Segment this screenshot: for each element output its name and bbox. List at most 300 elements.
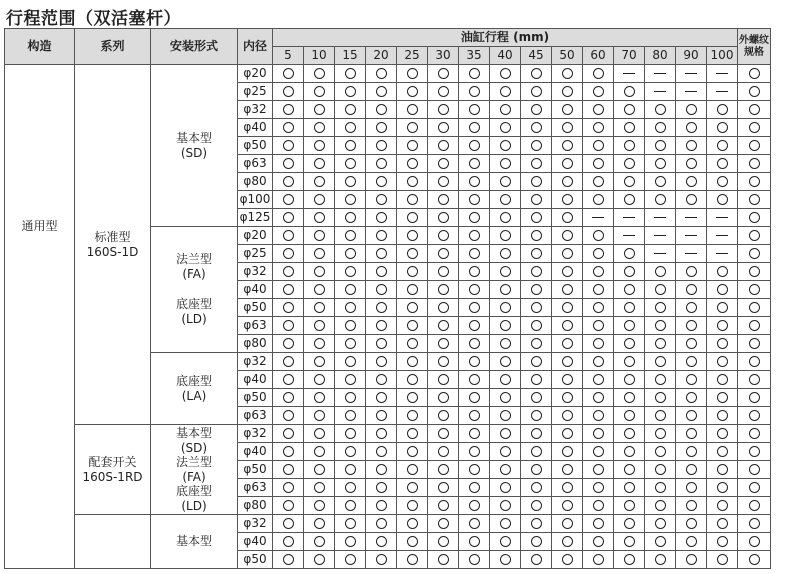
stroke-cell-35: [459, 191, 490, 209]
available-mark-icon: [562, 176, 573, 187]
available-mark-icon: [717, 356, 728, 367]
available-mark-icon: [345, 68, 356, 79]
stroke-cell-60: [583, 461, 614, 479]
stroke-cell-40: [490, 65, 521, 83]
available-mark-icon: [562, 374, 573, 385]
stroke-cell-50: [552, 191, 583, 209]
stroke-cell-70: [614, 443, 645, 461]
available-mark-icon: [531, 158, 542, 169]
mounting-label: (LA): [181, 388, 207, 403]
stroke-cell-60: [583, 497, 614, 515]
stroke-cell-30: [428, 443, 459, 461]
available-mark-icon: [283, 158, 294, 169]
available-mark-icon: [376, 338, 387, 349]
thread-cell: [738, 317, 771, 335]
available-mark-icon: [345, 554, 356, 565]
stroke-cell-50: [552, 281, 583, 299]
available-mark-icon: [717, 284, 728, 295]
available-mark-icon: [376, 410, 387, 421]
stroke-cell-35: [459, 281, 490, 299]
available-mark-icon: [500, 446, 511, 457]
available-mark-icon: [717, 446, 728, 457]
available-mark-icon: [376, 104, 387, 115]
stroke-cell-100: [707, 443, 738, 461]
stroke-cell-35: [459, 227, 490, 245]
stroke-cell-5: [273, 101, 304, 119]
thread-cell: [738, 227, 771, 245]
available-mark-icon: [469, 410, 480, 421]
available-mark-icon: [624, 554, 635, 565]
stroke-cell-70: [614, 497, 645, 515]
stroke-cell-80: [645, 155, 676, 173]
stroke-cell-70: [614, 155, 645, 173]
stroke-cell-30: [428, 353, 459, 371]
available-mark-icon: [407, 122, 418, 133]
available-mark-icon: [686, 104, 697, 115]
stroke-cell-80: [645, 245, 676, 263]
available-mark-icon: [562, 446, 573, 457]
available-mark-icon: [407, 212, 418, 223]
stroke-cell-80: [645, 281, 676, 299]
stroke-cell-25: [397, 263, 428, 281]
stroke-cell-30: [428, 461, 459, 479]
available-mark-icon: [345, 500, 356, 511]
stroke-cell-15: [335, 353, 366, 371]
available-mark-icon: [593, 500, 604, 511]
stroke-cell-80: [645, 65, 676, 83]
thread-cell: [738, 65, 771, 83]
available-mark-icon: [749, 86, 760, 97]
stroke-cell-80: [645, 407, 676, 425]
available-mark-icon: [593, 392, 604, 403]
stroke-cell-10: [304, 173, 335, 191]
stroke-cell-25: [397, 155, 428, 173]
stroke-cell-5: [273, 245, 304, 263]
available-mark-icon: [500, 104, 511, 115]
stroke-cell-45: [521, 209, 552, 227]
stroke-cell-70: [614, 65, 645, 83]
stroke-cell-80: [645, 353, 676, 371]
stroke-cell-70: [614, 245, 645, 263]
available-mark-icon: [655, 302, 666, 313]
available-mark-icon: [686, 302, 697, 313]
stroke-cell-45: [521, 551, 552, 569]
available-mark-icon: [469, 104, 480, 115]
mounting-label: (SD): [180, 440, 208, 455]
header-thread-line1: 外螺纹: [739, 34, 769, 46]
available-mark-icon: [717, 554, 728, 565]
available-mark-icon: [376, 194, 387, 205]
stroke-cell-40: [490, 443, 521, 461]
available-mark-icon: [345, 428, 356, 439]
table-row: [5, 65, 771, 83]
stroke-cell-10: [304, 155, 335, 173]
available-mark-icon: [749, 464, 760, 475]
stroke-cell-15: [335, 443, 366, 461]
available-mark-icon: [624, 194, 635, 205]
available-mark-icon: [314, 464, 325, 475]
available-mark-icon: [469, 374, 480, 385]
stroke-cell-90: [676, 353, 707, 371]
stroke-cell-80: [645, 263, 676, 281]
stroke-cell-45: [521, 371, 552, 389]
available-mark-icon: [438, 518, 449, 529]
stroke-cell-70: [614, 533, 645, 551]
available-mark-icon: [531, 464, 542, 475]
stroke-cell-5: [273, 533, 304, 551]
available-mark-icon: [283, 482, 294, 493]
thread-cell: [738, 533, 771, 551]
stroke-cell-25: [397, 101, 428, 119]
available-mark-icon: [593, 464, 604, 475]
stroke-cell-30: [428, 101, 459, 119]
available-mark-icon: [562, 482, 573, 493]
bore-cell: φ63: [238, 407, 273, 425]
available-mark-icon: [686, 500, 697, 511]
stroke-cell-5: [273, 137, 304, 155]
stroke-cell-35: [459, 479, 490, 497]
available-mark-icon: [345, 464, 356, 475]
available-mark-icon: [469, 338, 480, 349]
stroke-cell-35: [459, 119, 490, 137]
available-mark-icon: [624, 104, 635, 115]
stroke-header-30: 30: [428, 47, 459, 65]
stroke-cell-15: [335, 137, 366, 155]
available-mark-icon: [407, 104, 418, 115]
available-mark-icon: [438, 536, 449, 547]
bore-cell: φ63: [238, 317, 273, 335]
stroke-cell-35: [459, 515, 490, 533]
stroke-cell-45: [521, 335, 552, 353]
available-mark-icon: [624, 428, 635, 439]
stroke-cell-15: [335, 407, 366, 425]
stroke-cell-90: [676, 461, 707, 479]
stroke-cell-50: [552, 65, 583, 83]
stroke-header-90: 90: [676, 47, 707, 65]
bore-cell: φ40: [238, 533, 273, 551]
available-mark-icon: [314, 248, 325, 259]
available-mark-icon: [314, 68, 325, 79]
stroke-header-45: 45: [521, 47, 552, 65]
unavailable-mark-icon: [685, 253, 697, 254]
available-mark-icon: [562, 536, 573, 547]
bore-cell: φ32: [238, 515, 273, 533]
stroke-cell-80: [645, 209, 676, 227]
bore-cell: φ50: [238, 389, 273, 407]
stroke-cell-5: [273, 317, 304, 335]
available-mark-icon: [469, 212, 480, 223]
stroke-cell-35: [459, 353, 490, 371]
available-mark-icon: [531, 266, 542, 277]
stroke-cell-15: [335, 245, 366, 263]
stroke-cell-30: [428, 497, 459, 515]
available-mark-icon: [407, 68, 418, 79]
stroke-cell-80: [645, 299, 676, 317]
available-mark-icon: [593, 266, 604, 277]
stroke-cell-25: [397, 119, 428, 137]
available-mark-icon: [345, 158, 356, 169]
available-mark-icon: [283, 392, 294, 403]
unavailable-mark-icon: [654, 217, 666, 218]
stroke-cell-100: [707, 263, 738, 281]
stroke-cell-10: [304, 299, 335, 317]
available-mark-icon: [407, 176, 418, 187]
available-mark-icon: [407, 374, 418, 385]
available-mark-icon: [376, 536, 387, 547]
stroke-cell-60: [583, 515, 614, 533]
stroke-cell-20: [366, 263, 397, 281]
stroke-range-table: [4, 28, 771, 569]
available-mark-icon: [717, 194, 728, 205]
stroke-cell-20: [366, 551, 397, 569]
thread-cell: [738, 101, 771, 119]
stroke-cell-20: [366, 137, 397, 155]
bore-cell: φ100: [238, 191, 273, 209]
unavailable-mark-icon: [716, 217, 728, 218]
stroke-cell-20: [366, 101, 397, 119]
stroke-cell-50: [552, 515, 583, 533]
available-mark-icon: [376, 86, 387, 97]
available-mark-icon: [500, 428, 511, 439]
stroke-cell-100: [707, 515, 738, 533]
available-mark-icon: [717, 464, 728, 475]
available-mark-icon: [438, 212, 449, 223]
available-mark-icon: [624, 176, 635, 187]
stroke-cell-40: [490, 101, 521, 119]
stroke-cell-15: [335, 191, 366, 209]
stroke-cell-30: [428, 317, 459, 335]
stroke-cell-35: [459, 551, 490, 569]
bore-cell: φ20: [238, 227, 273, 245]
stroke-cell-30: [428, 479, 459, 497]
available-mark-icon: [562, 86, 573, 97]
available-mark-icon: [686, 158, 697, 169]
available-mark-icon: [500, 554, 511, 565]
available-mark-icon: [283, 140, 294, 151]
available-mark-icon: [749, 284, 760, 295]
stroke-cell-100: [707, 101, 738, 119]
stroke-cell-40: [490, 533, 521, 551]
available-mark-icon: [376, 554, 387, 565]
available-mark-icon: [376, 446, 387, 457]
stroke-cell-45: [521, 245, 552, 263]
available-mark-icon: [345, 176, 356, 187]
stroke-cell-25: [397, 461, 428, 479]
stroke-cell-15: [335, 479, 366, 497]
mounting-label: 基本型: [175, 130, 212, 145]
stroke-cell-35: [459, 371, 490, 389]
available-mark-icon: [531, 446, 542, 457]
stroke-cell-40: [490, 83, 521, 101]
mounting-cell: [151, 425, 238, 515]
stroke-cell-30: [428, 227, 459, 245]
available-mark-icon: [469, 482, 480, 493]
stroke-cell-40: [490, 299, 521, 317]
bore-cell: φ20: [238, 65, 273, 83]
stroke-header-15: 15: [335, 47, 366, 65]
available-mark-icon: [749, 518, 760, 529]
stroke-cell-70: [614, 479, 645, 497]
stroke-cell-15: [335, 101, 366, 119]
stroke-cell-25: [397, 551, 428, 569]
available-mark-icon: [717, 536, 728, 547]
available-mark-icon: [593, 320, 604, 331]
available-mark-icon: [438, 86, 449, 97]
stroke-cell-20: [366, 191, 397, 209]
stroke-cell-70: [614, 227, 645, 245]
stroke-cell-10: [304, 281, 335, 299]
available-mark-icon: [717, 158, 728, 169]
available-mark-icon: [345, 230, 356, 241]
unavailable-mark-icon: [685, 91, 697, 92]
available-mark-icon: [345, 410, 356, 421]
available-mark-icon: [345, 302, 356, 313]
stroke-cell-40: [490, 191, 521, 209]
available-mark-icon: [655, 392, 666, 403]
available-mark-icon: [438, 122, 449, 133]
available-mark-icon: [655, 374, 666, 385]
available-mark-icon: [407, 518, 418, 529]
available-mark-icon: [749, 140, 760, 151]
available-mark-icon: [749, 302, 760, 313]
available-mark-icon: [655, 554, 666, 565]
stroke-cell-30: [428, 407, 459, 425]
stroke-cell-15: [335, 209, 366, 227]
available-mark-icon: [531, 338, 542, 349]
available-mark-icon: [562, 392, 573, 403]
stroke-cell-50: [552, 407, 583, 425]
available-mark-icon: [407, 482, 418, 493]
available-mark-icon: [376, 356, 387, 367]
stroke-cell-80: [645, 515, 676, 533]
stroke-cell-50: [552, 101, 583, 119]
unavailable-mark-icon: [654, 91, 666, 92]
stroke-cell-25: [397, 407, 428, 425]
stroke-cell-40: [490, 425, 521, 443]
stroke-cell-20: [366, 281, 397, 299]
stroke-cell-30: [428, 137, 459, 155]
stroke-cell-100: [707, 299, 738, 317]
stroke-cell-30: [428, 425, 459, 443]
bore-cell: φ25: [238, 83, 273, 101]
stroke-cell-60: [583, 83, 614, 101]
stroke-cell-30: [428, 245, 459, 263]
available-mark-icon: [531, 194, 542, 205]
available-mark-icon: [438, 230, 449, 241]
available-mark-icon: [531, 230, 542, 241]
stroke-cell-40: [490, 209, 521, 227]
stroke-cell-15: [335, 497, 366, 515]
stroke-cell-70: [614, 281, 645, 299]
thread-cell: [738, 281, 771, 299]
available-mark-icon: [749, 266, 760, 277]
stroke-cell-100: [707, 335, 738, 353]
bore-cell: φ40: [238, 371, 273, 389]
stroke-cell-25: [397, 353, 428, 371]
available-mark-icon: [593, 230, 604, 241]
available-mark-icon: [469, 158, 480, 169]
stroke-cell-25: [397, 191, 428, 209]
stroke-cell-40: [490, 515, 521, 533]
stroke-cell-10: [304, 461, 335, 479]
available-mark-icon: [686, 428, 697, 439]
stroke-cell-100: [707, 389, 738, 407]
bore-cell: φ63: [238, 155, 273, 173]
available-mark-icon: [500, 248, 511, 259]
available-mark-icon: [345, 320, 356, 331]
stroke-cell-15: [335, 263, 366, 281]
stroke-cell-35: [459, 209, 490, 227]
stroke-header-80: 80: [645, 47, 676, 65]
unavailable-mark-icon: [716, 253, 728, 254]
stroke-cell-5: [273, 119, 304, 137]
available-mark-icon: [407, 86, 418, 97]
available-mark-icon: [686, 392, 697, 403]
stroke-cell-10: [304, 533, 335, 551]
stroke-cell-5: [273, 443, 304, 461]
stroke-cell-45: [521, 263, 552, 281]
available-mark-icon: [469, 68, 480, 79]
stroke-cell-20: [366, 83, 397, 101]
available-mark-icon: [283, 104, 294, 115]
available-mark-icon: [531, 140, 542, 151]
stroke-cell-20: [366, 389, 397, 407]
available-mark-icon: [376, 428, 387, 439]
stroke-cell-80: [645, 461, 676, 479]
stroke-header-50: 50: [552, 47, 583, 65]
available-mark-icon: [717, 392, 728, 403]
available-mark-icon: [717, 374, 728, 385]
stroke-cell-70: [614, 335, 645, 353]
available-mark-icon: [749, 356, 760, 367]
stroke-cell-60: [583, 407, 614, 425]
stroke-cell-50: [552, 299, 583, 317]
available-mark-icon: [655, 194, 666, 205]
stroke-cell-15: [335, 533, 366, 551]
stroke-cell-50: [552, 119, 583, 137]
series-label: 160S-1RD: [82, 469, 143, 484]
available-mark-icon: [283, 536, 294, 547]
available-mark-icon: [469, 428, 480, 439]
available-mark-icon: [469, 446, 480, 457]
unavailable-mark-icon: [716, 235, 728, 236]
available-mark-icon: [655, 518, 666, 529]
stroke-cell-90: [676, 137, 707, 155]
stroke-cell-10: [304, 209, 335, 227]
series-cell: [75, 515, 151, 569]
stroke-cell-80: [645, 83, 676, 101]
mounting-label: (LD): [181, 312, 207, 326]
available-mark-icon: [500, 230, 511, 241]
available-mark-icon: [562, 266, 573, 277]
thread-cell: [738, 191, 771, 209]
available-mark-icon: [593, 86, 604, 97]
available-mark-icon: [407, 446, 418, 457]
available-mark-icon: [314, 158, 325, 169]
stroke-cell-90: [676, 533, 707, 551]
stroke-cell-35: [459, 245, 490, 263]
stroke-cell-20: [366, 335, 397, 353]
unavailable-mark-icon: [623, 217, 635, 218]
stroke-cell-60: [583, 209, 614, 227]
available-mark-icon: [376, 122, 387, 133]
stroke-cell-35: [459, 533, 490, 551]
stroke-cell-30: [428, 515, 459, 533]
available-mark-icon: [624, 392, 635, 403]
stroke-cell-50: [552, 245, 583, 263]
stroke-cell-40: [490, 479, 521, 497]
available-mark-icon: [345, 140, 356, 151]
